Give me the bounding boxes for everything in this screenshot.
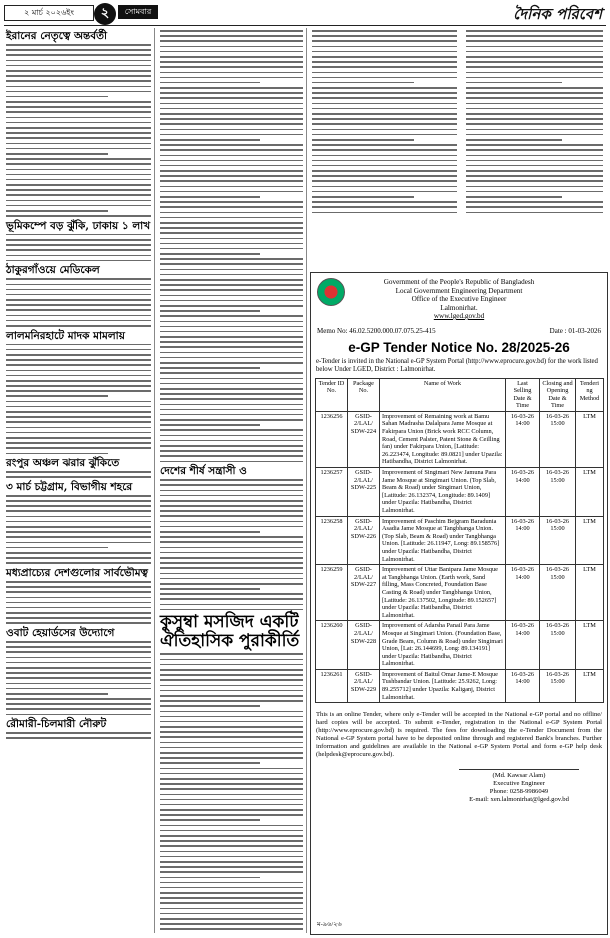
newspaper-logo: দৈনিক পরিবেশ: [513, 5, 602, 23]
story-body: [6, 581, 151, 624]
memo-number: Memo No: 46.02.5200.000.07.075.25-415: [317, 326, 436, 335]
table-cell-id: 1236260: [316, 621, 348, 670]
column-1: [4, 28, 155, 933]
table-cell-close: 16-03-26 15:00: [540, 621, 576, 670]
gov-line-3: Office of the Executive Engineer: [411, 295, 507, 303]
story-body: [466, 30, 603, 213]
table-cell-sell: 16-03-26 14:00: [506, 621, 540, 670]
story-headline: দেশের শীর্ষ সন্ত্রাসী ও: [160, 465, 247, 478]
news-story: [6, 220, 151, 262]
table-cell-sell: 16-03-26 14:00: [506, 468, 540, 517]
story-body: [160, 30, 303, 462]
news-story: [6, 457, 151, 478]
table-cell-pkg: GSID-2/LAL/ SDW-227: [348, 565, 380, 621]
signer-name: (Md. Kawsar Alam): [492, 772, 546, 780]
table-header-cell: Name of Work: [380, 378, 506, 411]
signer-email[interactable]: E-mail: xen.lalmonirhat@lged.gov.bd: [469, 796, 569, 804]
table-cell-work: Improvement of Adarsha Panail Para Jame Mosque at Singimari Union. (Foundation Base, Grade Beam, Column & Road) under Singimari Union, [Lat: 26.144699, Long: 89.134191] under Upazila: Hatibandha, District Lalmonirhat.: [380, 621, 506, 670]
table-cell-work: Improvement of Singimari New Jamuna Para Jame Mosque at Singimari Union. (Top Slab, Beam & Road) under Singimari Union, [Latitude: 26.132374, Longitude: 89.1409] under Upazila: Hatibandha, District Lalmonirhat.: [380, 468, 506, 517]
story-body: [6, 234, 151, 262]
gov-line-2: Local Government Engineering Department: [395, 286, 523, 295]
government-seal-icon: [317, 278, 345, 306]
table-cell-close: 16-03-26 15:00: [540, 565, 576, 621]
story-body: [6, 471, 151, 478]
story-headline: রৌমারী-চিলমারী নৌরুট: [6, 718, 107, 731]
table-cell-pkg: GSID-2/LAL/ SDW-224: [348, 411, 380, 467]
ad-code: ম-৯৬/২৬: [317, 921, 342, 928]
story-headline: ওবাট হেয়ার্ডসের উদ্যোগে: [6, 627, 115, 640]
tender-table: [315, 378, 604, 704]
signer-title: Executive Engineer: [493, 780, 545, 788]
story-body: [312, 30, 457, 213]
table-row: [316, 565, 604, 621]
news-story: [6, 718, 151, 739]
story-body: [6, 344, 151, 455]
column-3-top: [310, 28, 460, 268]
story-body: [6, 495, 151, 564]
news-story: [312, 30, 457, 213]
table-cell-method: LTM: [576, 669, 604, 702]
table-header-row: [316, 378, 604, 411]
news-story: [6, 567, 151, 624]
table-body: [316, 411, 604, 702]
table-cell-method: LTM: [576, 516, 604, 565]
story-headline: কুসুম্বা মসজিদ একটি ঐতিহাসিক পুরাকীর্তি: [160, 612, 300, 652]
memo-row: [317, 327, 601, 335]
page-number: ২: [94, 3, 116, 25]
story-headline: লালমনিরহাটে মাদক মামলায়: [6, 329, 125, 342]
signature-line: [459, 769, 579, 770]
story-headline: ভূমিকম্পে বড় ঝুঁকি, ঢাকায় ১ লাখ: [6, 219, 151, 232]
table-row: [316, 516, 604, 565]
masthead: [4, 3, 606, 26]
story-body: [6, 732, 151, 739]
table-cell-close: 16-03-26 15:00: [540, 516, 576, 565]
table-cell-work: Improvement of Baitul Omar Jame-E Mosque Tushbandar Union. [Latitude: 25.9262, Long: 89.255712] under Upazila: Kaliganj, District Lalmonirhat.: [380, 669, 506, 702]
table-cell-work: Improvement of Paschim Bejgram Baradunia Asadia Jame Mosque at Tangbhanga Union. (Top Slab, Beam & Road) under Tangbhanga Union. [Latitude: 26.11947, Long: 89.158576] under Upazila: Hatibandha, District Lalmonirhat.: [380, 516, 506, 565]
table-header-cell: Tender ID No.: [316, 378, 348, 411]
table-row: [316, 411, 604, 467]
issue-date: ২ মার্চ ২০২৬ইং: [4, 5, 94, 21]
table-cell-sell: 16-03-26 14:00: [506, 669, 540, 702]
table-cell-sell: 16-03-26 14:00: [506, 565, 540, 621]
table-cell-pkg: GSID-2/LAL/ SDW-228: [348, 621, 380, 670]
story-body: [6, 44, 151, 217]
table-cell-work: Improvement of Remaining work at Bamu Sahan Madrasha Dalalpara Jame Mosque at Fakirpara Union (Brick work RCC Column, Road, Cement Palster, Patent Stone & Ceilling fan) under Fakirpara Union, [Latitude: 26.223474, Longitude: 89.0821] under Upazila: Hatibandha, District Lalmonirhat.: [380, 411, 506, 467]
table-cell-work: Improvement of Uttar Banipara Jame Mosque at Tangbhanga Union. (Earth work, Sand filling, Mass Concreted, Foundation Base Casting & Road) under Tangbhanga Union, [Latitude: 26.137502, Longitude: 89.152657] under Upazila: Hatibandha, District Lalmonirhat.: [380, 565, 506, 621]
table-cell-id: 1236261: [316, 669, 348, 702]
signer-phone: Phone: 0258-9986049: [489, 788, 549, 796]
story-headline: ঠাকুরগাঁওয়ে মেডিকেল: [6, 264, 100, 277]
story-body: [160, 653, 303, 933]
table-cell-pkg: GSID-2/LAL/ SDW-226: [348, 516, 380, 565]
table-cell-id: 1236258: [316, 516, 348, 565]
story-body: [160, 479, 303, 610]
tender-intro: e-Tender is invited in the National e-GP System Portal (http://www.eprocure.gov.bd) for the work listed below Under LGED, District : Lalmonirhat.: [316, 357, 598, 373]
news-story: [160, 465, 303, 610]
table-cell-id: 1236256: [316, 411, 348, 467]
table-cell-sell: 16-03-26 14:00: [506, 516, 540, 565]
table-cell-close: 16-03-26 15:00: [540, 669, 576, 702]
table-header-cell: Tenderi ng Method: [576, 378, 604, 411]
issue-day: সোমবার: [118, 5, 158, 19]
table-cell-close: 16-03-26 15:00: [540, 411, 576, 467]
tender-header: [311, 278, 607, 321]
table-cell-method: LTM: [576, 411, 604, 467]
tender-footer: This is an online Tender, where only e-Tender will be accepted in the National e-GP portal and no offline/ hard copies will be accepted. To submit e-Tender, registration in the National e-GP System Portal (http://www.eprocure.gov.bd) is required. The fees for downloading the e-Tender Document from the National e-GP System portal have to be deposited online through and registered Bank's branches. Further information and guidelines are available in the National e-GP System Portal and form e-GP help desk (helpdesk@eprocure.gov.bd).: [316, 711, 602, 759]
memo-date: Date : 01-03-2026: [549, 326, 601, 335]
news-story: [6, 481, 151, 564]
gov-line-4: Lalmonirhat.: [440, 303, 478, 312]
column-4-top: [464, 28, 606, 268]
table-row: [316, 669, 604, 702]
story-headline: রংপুর অঞ্চল ঝরার ঝুঁকিতে: [6, 457, 120, 470]
news-story: [466, 30, 603, 213]
table-header-cell: Closing and Opening Date & Time: [540, 378, 576, 411]
tender-title: e-GP Tender Notice No. 28/2025-26: [348, 339, 570, 355]
table-cell-sell: 16-03-26 14:00: [506, 411, 540, 467]
story-body: [6, 641, 151, 715]
story-body: [6, 278, 151, 326]
news-story: [160, 613, 303, 933]
gov-line-1: Government of the People's Republic of Bangladesh: [383, 278, 535, 286]
table-cell-method: LTM: [576, 621, 604, 670]
story-headline: ৩ মার্চ চট্টগ্রাম, বিভাগীয় শহরে: [6, 480, 133, 493]
story-headline: ইরানের নেতৃত্বে অন্তর্বর্তী: [6, 30, 108, 42]
news-story: [160, 30, 303, 462]
table-row: [316, 621, 604, 670]
table-cell-method: LTM: [576, 468, 604, 517]
news-story: [6, 330, 151, 455]
website-link[interactable]: www.lged.gov.bd: [433, 312, 485, 320]
table-row: [316, 468, 604, 517]
table-cell-close: 16-03-26 15:00: [540, 468, 576, 517]
news-story: [6, 30, 151, 217]
column-2: [158, 28, 307, 933]
tender-notice: [310, 272, 608, 935]
news-story: [6, 264, 151, 326]
table-cell-pkg: GSID-2/LAL/ SDW-225: [348, 468, 380, 517]
table-cell-method: LTM: [576, 565, 604, 621]
news-story: [6, 627, 151, 715]
table-header-cell: Package No.: [348, 378, 380, 411]
table-header-cell: Last Selling Date & Time: [506, 378, 540, 411]
story-headline: মধ্যপ্রাচ্যের দেশগুলোর সার্বভৌমত্ব: [6, 566, 148, 579]
signature-block: [431, 769, 607, 804]
table-cell-id: 1236259: [316, 565, 348, 621]
table-cell-pkg: GSID-2/LAL/ SDW-229: [348, 669, 380, 702]
table-cell-id: 1236257: [316, 468, 348, 517]
